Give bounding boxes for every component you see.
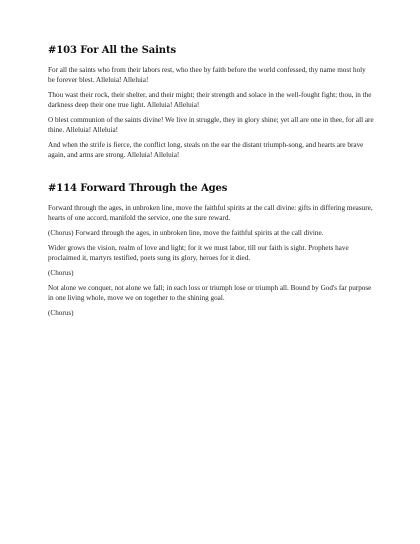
- hymn-verse: Not alone we conquer, not alone we fall; in each loss or triumph lose or triumph all. Bound by God's far purpose in one living whole, move we on together to the shining goal.: [48, 284, 372, 302]
- hymn-verse: Forward through the ages, in unbroken line, move the faithful spirits at the call divine: gifts in differing measure, hearts of one accord, manifold the service, one the sure reward.: [48, 204, 373, 222]
- hymn-title: #103 For All the Saints: [48, 45, 176, 56]
- hymn-verse: For all the saints who from their labors rest, who thee by faith before the world confessed, thy name most holy be forever blest. Alleluia! Alleluia!: [48, 66, 366, 84]
- hymn-verse: O blest communion of the saints divine! We live in struggle, they in glory shine; yet all are one in thee, for all are thine. Alleluia! Alleluia!: [48, 116, 374, 134]
- hymn-title: #114 Forward Through the Ages: [48, 183, 228, 194]
- hymn-verse: And when the strife is fierce, the conflict long, steals on the ear the distant triumph-song, and hearts are brave again, and arms are strong. Alleluia! Alleluia!: [48, 141, 364, 159]
- hymn-chorus: (Chorus): [48, 269, 74, 277]
- hymn-chorus: (Chorus): [48, 309, 74, 317]
- hymn-forward-through-the-ages: [48, 182, 374, 318]
- hymn-for-all-the-saints: [48, 44, 374, 160]
- document-content: [48, 44, 374, 340]
- hymn-verse: Wider grows the vision, realm of love and light; for it we must labor, till our faith is sight. Prophets have proclaimed it, martyrs testified, poets sung its glory, heroes for it died.: [48, 244, 349, 262]
- hymn-verse: Thou wast their rock, their shelter, and their might; their strength and solace in the well-fought fight; thou, in the darkness deep their one true light. Alleluia! Alleluia!: [48, 91, 372, 109]
- hymn-chorus: (Chorus) Forward through the ages, in unbroken line, move the faithful spirits at the call divine.: [48, 229, 324, 237]
